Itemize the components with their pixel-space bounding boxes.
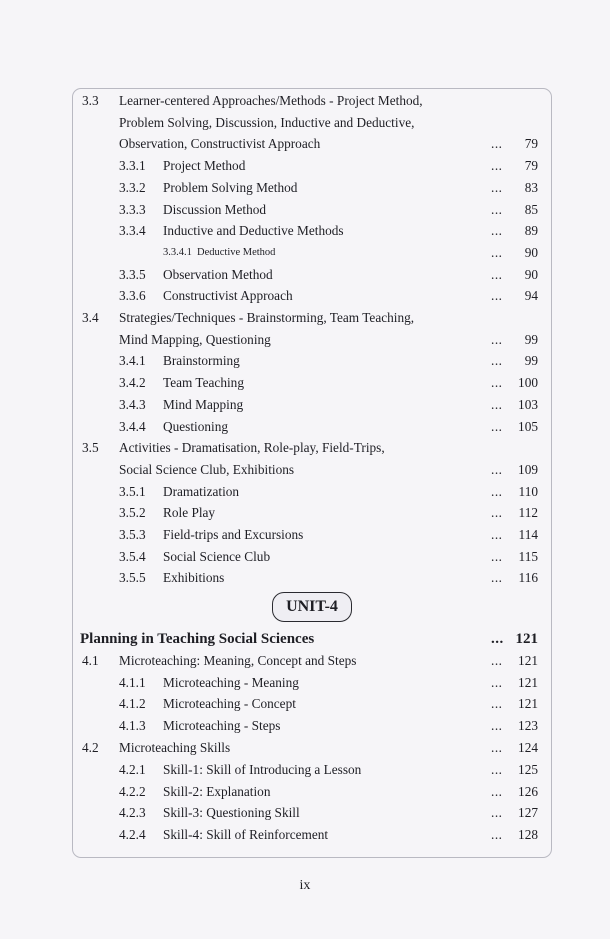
toc-row: [0, 437, 610, 459]
toc-page: 90: [524, 244, 538, 260]
toc-leader: ...: [491, 827, 503, 843]
toc-title: Exhibitions: [163, 570, 225, 586]
toc-leader: ...: [491, 631, 504, 647]
toc-title: Brainstorming: [163, 353, 240, 369]
toc-row: [0, 737, 610, 759]
toc-page: 116: [518, 570, 538, 586]
toc-page: 83: [524, 179, 538, 195]
toc-leader: ...: [491, 244, 503, 260]
toc-title: Field-trips and Excursions: [163, 527, 304, 542]
toc-row: [0, 628, 610, 650]
toc-leader: ...: [491, 223, 503, 239]
toc-row: [0, 802, 610, 824]
toc-title: Questioning: [163, 418, 229, 434]
toc-page: 121: [518, 652, 538, 668]
toc-page: 90: [524, 266, 538, 282]
toc-number: 3.4.4: [119, 418, 146, 434]
toc-leader: ...: [491, 783, 503, 799]
toc-leader: ...: [491, 652, 503, 668]
toc-title: Problem Solving, Discussion, Inductive and Deductive,: [119, 114, 415, 130]
toc-page: 112: [518, 505, 538, 521]
toc-title: Microteaching - Concept: [163, 696, 296, 712]
toc-row: [0, 242, 610, 264]
toc-title: Constructivist Approach: [163, 288, 293, 304]
toc-leader: ...: [491, 288, 503, 304]
toc-row: [0, 394, 610, 416]
toc-row: [0, 372, 610, 394]
toc-number: 3.3.4: [119, 223, 146, 239]
toc-row: [0, 481, 610, 503]
toc-title: Microteaching - Meaning: [163, 674, 299, 690]
toc-number: 3.4.1: [119, 353, 146, 369]
toc-page: 79: [524, 136, 538, 152]
toc-page: 100: [518, 375, 538, 391]
toc-row: [0, 177, 610, 199]
toc-number: 3.5.2: [119, 505, 146, 521]
toc-leader: ...: [491, 527, 503, 542]
toc-page: 89: [524, 223, 538, 239]
toc-row: [0, 715, 610, 737]
toc-leader: ...: [491, 331, 503, 347]
toc-title: Planning in Teaching Social Sciences: [80, 631, 315, 647]
toc-page: 85: [524, 201, 538, 217]
toc-row: [0, 781, 610, 803]
toc-row: [0, 90, 610, 112]
toc-number: 4.1.1: [119, 674, 146, 690]
toc-number: 3.3: [82, 93, 99, 108]
toc-title: Observation, Constructivist Approach: [119, 136, 321, 152]
toc-title: Project Method: [163, 158, 246, 174]
toc-number: 3.5.1: [119, 483, 146, 499]
toc-title: Learner-centered Approaches/Methods - Project Method,: [119, 93, 423, 108]
toc-row: [0, 220, 610, 242]
toc-number: 3.5.5: [119, 570, 146, 586]
toc-leader: ...: [491, 375, 503, 391]
toc-title: Mind Mapping, Questioning: [119, 331, 271, 347]
toc-leader: ...: [491, 266, 503, 282]
toc-leader: ...: [491, 548, 503, 564]
toc-page: 103: [518, 396, 538, 412]
toc-leader: ...: [491, 696, 503, 712]
toc-number: 4.1.2: [119, 696, 146, 712]
toc-row: [0, 307, 610, 329]
toc-leader: ...: [491, 353, 503, 369]
toc-number: 3.3.5: [119, 266, 146, 282]
toc-title: Observation Method: [163, 266, 273, 282]
unit-label: UNIT-4: [272, 592, 352, 622]
toc-leader: ...: [491, 718, 503, 734]
toc-row: [0, 112, 610, 134]
toc-title: Skill-2: Explanation: [163, 783, 271, 799]
toc-title: Inductive and Deductive Methods: [163, 223, 344, 239]
toc-page: 79: [524, 158, 538, 174]
toc-leader: ...: [491, 461, 503, 477]
toc-number: 4.2.3: [119, 805, 146, 821]
toc-page: 123: [518, 718, 538, 734]
toc-number: 4.1: [82, 652, 99, 668]
toc-title: Strategies/Techniques - Brainstorming, Team Teaching,: [119, 310, 415, 325]
toc-page: 127: [518, 805, 538, 821]
toc-number: 3.5.3: [119, 527, 146, 542]
toc-number: 3.5: [82, 440, 99, 456]
toc-page: 94: [524, 288, 538, 304]
toc-number: 3.4: [82, 310, 99, 325]
toc-leader: ...: [491, 761, 503, 777]
toc-title: Dramatization: [163, 483, 240, 499]
toc-leader: ...: [491, 158, 503, 174]
toc-title: Microteaching: Meaning, Concept and Steps: [119, 652, 357, 668]
toc-title: Skill-3: Questioning Skill: [163, 805, 300, 821]
toc-number: 3.3.2: [119, 179, 146, 195]
toc-number: 3.3.1: [119, 158, 146, 174]
toc-row: [0, 416, 610, 438]
toc-page: 126: [518, 783, 538, 799]
toc-page: 114: [518, 527, 538, 542]
toc-number: 3.3.3: [119, 201, 146, 217]
toc-page: 128: [518, 827, 538, 843]
toc-number: 3.4.3: [119, 396, 146, 412]
toc-row: [0, 567, 610, 589]
toc-number: 4.2: [82, 740, 99, 755]
toc-leader: ...: [491, 505, 503, 521]
toc-number: 4.2.4: [119, 827, 146, 843]
toc-row: [0, 459, 610, 481]
toc-page: 115: [518, 548, 538, 564]
toc-row: [0, 264, 610, 286]
toc-title: Problem Solving Method: [163, 179, 298, 195]
toc-number: 4.2.2: [119, 783, 146, 799]
toc-page: 121: [515, 631, 538, 647]
toc-row: [0, 524, 610, 546]
toc-number: 3.3.4.1: [163, 246, 192, 258]
toc-page: 99: [524, 331, 538, 347]
toc-row: [0, 759, 610, 781]
toc-number: 3.4.2: [119, 375, 146, 391]
toc-page: 121: [518, 674, 538, 690]
toc-title: Deductive Method: [197, 246, 276, 258]
toc-title: Skill-4: Skill of Reinforcement: [163, 827, 329, 843]
toc-number: 4.2.1: [119, 761, 146, 777]
toc-row: [0, 693, 610, 715]
toc-leader: ...: [491, 570, 503, 586]
toc-row: [0, 285, 610, 307]
toc-leader: ...: [491, 418, 503, 434]
toc-row: [0, 350, 610, 372]
toc-leader: ...: [491, 674, 503, 690]
toc-row: [0, 672, 610, 694]
toc-row: [0, 329, 610, 351]
toc-leader: ...: [491, 201, 503, 217]
toc-number: 3.5.4: [119, 548, 146, 564]
toc-row: [0, 199, 610, 221]
toc-number: 3.3.6: [119, 288, 146, 304]
toc-row: [0, 546, 610, 568]
toc-title: Team Teaching: [163, 375, 244, 391]
toc-title: Discussion Method: [163, 201, 267, 217]
toc-leader: ...: [491, 136, 503, 152]
toc-page: 124: [518, 740, 538, 755]
toc-row: [0, 650, 610, 672]
toc-page: 105: [518, 418, 538, 434]
toc-title: Social Science Club, Exhibitions: [119, 461, 295, 477]
toc-number: 4.1.3: [119, 718, 146, 734]
toc-leader: ...: [491, 396, 503, 412]
toc-leader: ...: [491, 740, 503, 755]
toc-title: Mind Mapping: [163, 396, 244, 412]
page-number-footer: ix: [299, 878, 311, 893]
toc-row: [0, 155, 610, 177]
toc-page: 121: [518, 696, 538, 712]
toc-page: 109: [518, 461, 538, 477]
toc-title: Role Play: [163, 505, 216, 521]
toc-leader: ...: [491, 483, 503, 499]
toc-page: 125: [518, 761, 538, 777]
toc-title: Microteaching Skills: [119, 740, 231, 755]
toc-page: 110: [518, 483, 538, 499]
toc-title: Activities - Dramatisation, Role-play, Field-Trips,: [119, 440, 385, 456]
toc-row: [0, 824, 610, 846]
toc-title: Skill-1: Skill of Introducing a Lesson: [163, 761, 362, 777]
toc-leader: ...: [491, 805, 503, 821]
toc-title: Microteaching - Steps: [163, 718, 281, 734]
toc-row: [0, 502, 610, 524]
toc-page: 99: [524, 353, 538, 369]
toc-leader: ...: [491, 179, 503, 195]
toc-title: Social Science Club: [163, 548, 271, 564]
toc-row: [0, 133, 610, 155]
